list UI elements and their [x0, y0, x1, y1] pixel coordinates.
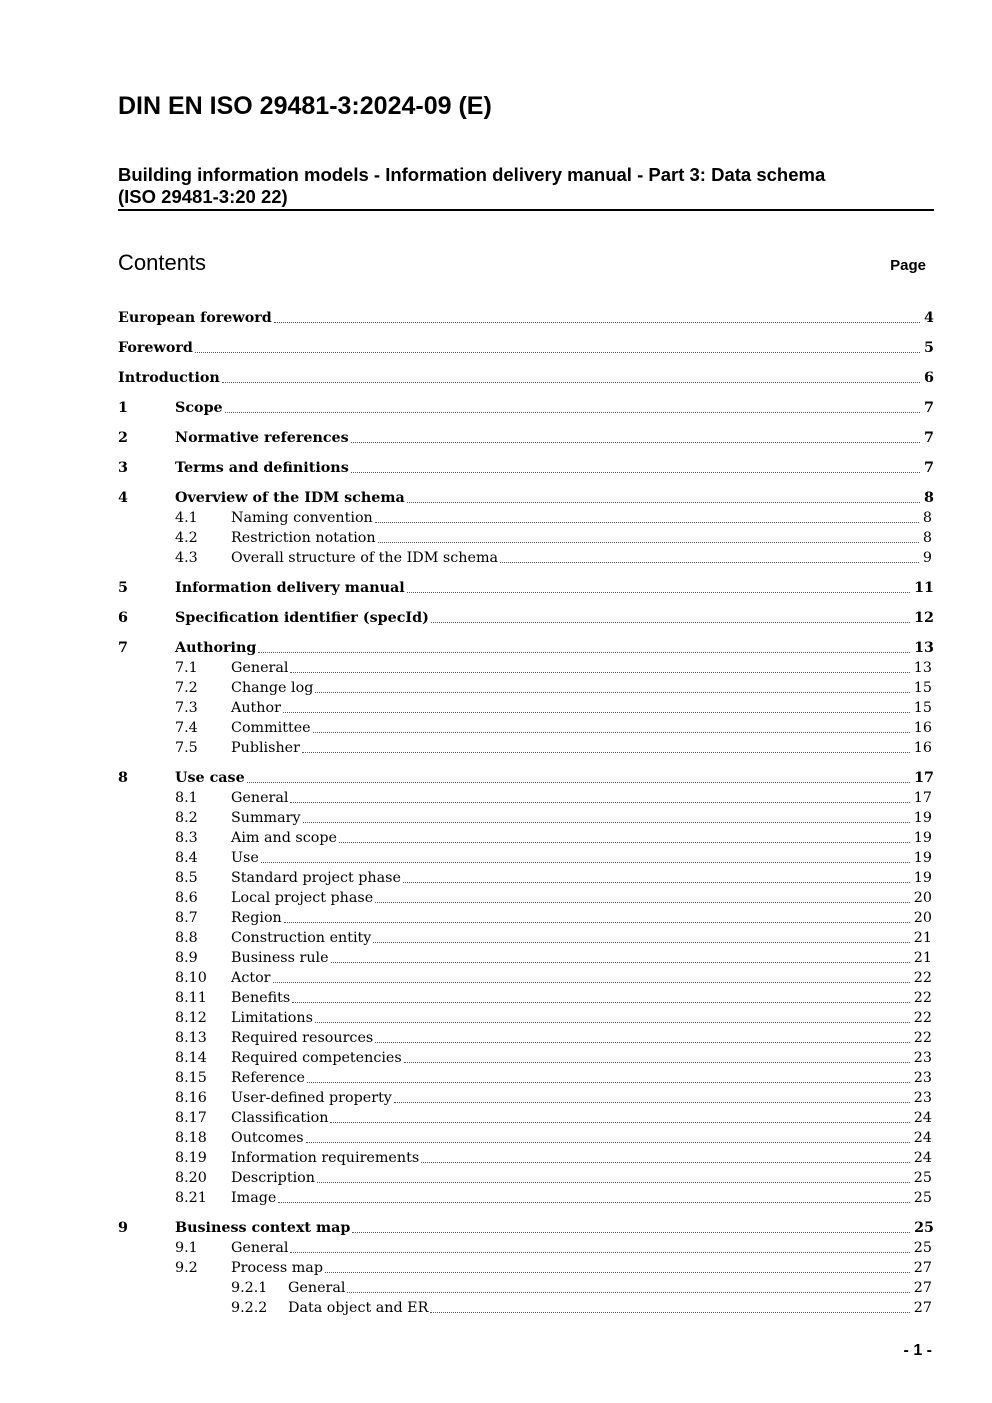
toc-entry-page: 21: [913, 930, 932, 946]
toc-entry[interactable]: [118, 368, 934, 388]
toc-entry-title: Specification identifier (specId): [175, 610, 429, 626]
toc-dot-leader: [306, 1142, 910, 1143]
toc-entry[interactable]: [118, 508, 934, 528]
toc-entry[interactable]: [118, 768, 934, 788]
toc-dot-leader: [273, 982, 910, 983]
toc-dot-leader: [421, 1162, 910, 1163]
toc-entry[interactable]: [118, 928, 934, 948]
toc-entry[interactable]: [118, 1008, 934, 1028]
toc-entry[interactable]: [118, 1188, 934, 1208]
toc-entry-title: Scope: [175, 400, 223, 416]
toc-entry-page: 17: [913, 790, 932, 806]
toc-dot-leader: [313, 732, 910, 733]
toc-dot-leader: [325, 1272, 910, 1273]
toc-entry-title: Description: [231, 1170, 315, 1186]
toc-entry-page: 9: [922, 550, 932, 566]
toc-entry-page: 22: [913, 1010, 932, 1026]
toc-entry-number: 8.15: [175, 1070, 207, 1086]
toc-entry[interactable]: [118, 398, 934, 418]
toc-entry-page: 8: [924, 490, 934, 506]
toc-entry-page: 22: [913, 1030, 932, 1046]
toc-entry-number: 8.11: [175, 990, 207, 1006]
toc-entry-title: Change log: [231, 680, 314, 696]
document-title: [118, 164, 932, 208]
toc-entry-title: User-defined property: [231, 1090, 392, 1106]
toc-entry[interactable]: [118, 718, 934, 738]
toc-entry-title: General: [288, 1280, 346, 1296]
toc-entry[interactable]: [118, 428, 934, 448]
document-identifier: DIN EN ISO 29481-3:2024-09 (E): [118, 92, 492, 120]
toc-entry[interactable]: [118, 528, 934, 548]
toc-entry-number: 5: [118, 580, 128, 596]
toc-entry-page: 25: [914, 1220, 934, 1236]
toc-entry-title: Authoring: [175, 640, 257, 656]
toc-entry-number: 4.2: [175, 530, 198, 546]
toc-entry-page: 24: [913, 1110, 932, 1126]
toc-entry-title: Region: [231, 910, 282, 926]
toc-entry-number: 8.19: [175, 1150, 207, 1166]
toc-dot-leader: [307, 1082, 910, 1083]
toc-entry-title: Introduction: [118, 370, 220, 386]
toc-entry-page: 25: [913, 1190, 932, 1206]
toc-entry-title: Reference: [231, 1070, 305, 1086]
toc-entry-page: 23: [913, 1050, 932, 1066]
toc-entry[interactable]: [118, 1278, 934, 1298]
toc-dot-leader: [404, 1062, 910, 1063]
toc-entry-number: 9.2.1: [231, 1280, 268, 1296]
toc-entry-number: 9.1: [175, 1240, 198, 1256]
toc-entry-title: Information requirements: [231, 1150, 420, 1166]
table-of-contents: [118, 308, 934, 1318]
toc-entry[interactable]: [118, 788, 934, 808]
toc-entry-title: Data object and ER: [288, 1300, 429, 1316]
toc-entry[interactable]: [118, 308, 934, 328]
toc-entry-number: 6: [118, 610, 128, 626]
toc-entry-number: 8.3: [175, 830, 198, 846]
toc-dot-leader: [283, 712, 910, 713]
toc-entry-number: 8.9: [175, 950, 198, 966]
toc-entry-page: 6: [924, 370, 934, 386]
toc-entry[interactable]: [118, 968, 934, 988]
toc-entry-page: 25: [913, 1170, 932, 1186]
toc-entry[interactable]: [118, 828, 934, 848]
toc-entry-page: 7: [924, 400, 934, 416]
toc-entry-title: Committee: [231, 720, 311, 736]
toc-entry-page: 12: [914, 610, 934, 626]
toc-entry-number: 8.13: [175, 1030, 207, 1046]
toc-entry-page: 22: [913, 970, 932, 986]
toc-dot-leader: [351, 442, 920, 443]
contents-heading: Contents: [118, 250, 207, 275]
toc-entry-number: 8.1: [175, 790, 198, 806]
toc-entry[interactable]: [118, 338, 934, 358]
toc-entry-number: 4.1: [175, 510, 198, 526]
toc-entry-number: 8.2: [175, 810, 198, 826]
toc-dot-leader: [430, 1312, 909, 1313]
toc-dot-leader: [278, 1202, 909, 1203]
toc-entry-page: 8: [922, 510, 932, 526]
toc-entry[interactable]: [118, 658, 934, 678]
toc-dot-leader: [378, 542, 919, 543]
toc-entry-page: 16: [913, 740, 932, 756]
toc-entry[interactable]: [118, 888, 934, 908]
toc-entry[interactable]: [118, 698, 934, 718]
toc-entry-title: Foreword: [118, 340, 193, 356]
toc-dot-leader: [375, 1042, 910, 1043]
toc-entry[interactable]: [118, 1128, 934, 1148]
toc-dot-leader: [284, 922, 910, 923]
toc-entry[interactable]: [118, 1028, 934, 1048]
toc-entry-number: 8.14: [175, 1050, 207, 1066]
toc-entry-page: 20: [913, 910, 932, 926]
toc-entry-title: Naming convention: [231, 510, 373, 526]
toc-entry-page: 27: [913, 1300, 932, 1316]
toc-entry-title: Information delivery manual: [175, 580, 405, 596]
toc-dot-leader: [315, 1022, 910, 1023]
toc-entry-number: 8.12: [175, 1010, 207, 1026]
toc-entry-page: 15: [913, 680, 932, 696]
page-column-label: Page: [890, 257, 926, 274]
toc-entry-title: Terms and definitions: [175, 460, 349, 476]
toc-entry-title: Overview of the IDM schema: [175, 490, 405, 506]
toc-entry-number: 8.21: [175, 1190, 207, 1206]
toc-entry-title: Overall structure of the IDM schema: [231, 550, 499, 566]
toc-entry[interactable]: [118, 678, 934, 698]
toc-dot-leader: [274, 322, 920, 323]
toc-dot-leader: [352, 1232, 910, 1233]
toc-entry[interactable]: [118, 848, 934, 868]
toc-entry-title: Classification: [231, 1110, 329, 1126]
toc-entry-number: 8.5: [175, 870, 198, 886]
toc-entry-number: 4: [118, 490, 128, 506]
toc-entry-number: 2: [118, 430, 128, 446]
toc-entry-page: 23: [913, 1090, 932, 1106]
toc-entry[interactable]: [118, 638, 934, 658]
toc-entry-title: Business context map: [175, 1220, 351, 1236]
toc-entry-title: Use case: [175, 770, 245, 786]
toc-entry-number: 8.18: [175, 1130, 207, 1146]
toc-dot-leader: [247, 782, 910, 783]
toc-entry-page: 19: [913, 850, 932, 866]
toc-entry-number: 8.20: [175, 1170, 207, 1186]
toc-dot-leader: [407, 502, 920, 503]
toc-entry[interactable]: [118, 608, 934, 628]
toc-dot-leader: [292, 1002, 910, 1003]
toc-entry-title: Process map: [231, 1260, 323, 1276]
toc-dot-leader: [403, 882, 910, 883]
toc-entry-number: 4.3: [175, 550, 198, 566]
toc-entry-number: 8.17: [175, 1110, 207, 1126]
toc-entry-page: 19: [913, 870, 932, 886]
toc-entry-title: Summary: [231, 810, 301, 826]
toc-dot-leader: [225, 412, 920, 413]
toc-entry-title: Aim and scope: [231, 830, 337, 846]
toc-entry-title: Required resources: [231, 1030, 374, 1046]
toc-entry-page: 13: [913, 660, 932, 676]
toc-entry-number: 1: [118, 400, 128, 416]
toc-entry-number: 7.3: [175, 700, 198, 716]
toc-entry[interactable]: [118, 1148, 934, 1168]
toc-entry[interactable]: [118, 548, 934, 568]
page-number: - 1 -: [903, 1342, 932, 1359]
toc-entry-page: 19: [913, 830, 932, 846]
toc-entry-page: 24: [913, 1150, 932, 1166]
document-title-line1: Building information models - Information delivery manual - Part 3: Data schema: [118, 164, 826, 185]
toc-entry-title: Normative references: [175, 430, 349, 446]
toc-entry-number: 8.4: [175, 850, 198, 866]
toc-entry-page: 17: [914, 770, 934, 786]
toc-entry-title: Local project phase: [231, 890, 374, 906]
toc-entry-page: 22: [913, 990, 932, 1006]
toc-dot-leader: [331, 962, 910, 963]
toc-entry-page: 19: [913, 810, 932, 826]
toc-entry-number: 7.1: [175, 660, 198, 676]
toc-entry-number: 9.2.2: [231, 1300, 268, 1316]
toc-dot-leader: [290, 672, 909, 673]
toc-entry[interactable]: [118, 1088, 934, 1108]
toc-entry-page: 5: [924, 340, 934, 356]
toc-entry[interactable]: [118, 908, 934, 928]
toc-dot-leader: [303, 822, 910, 823]
toc-dot-leader: [375, 522, 919, 523]
toc-dot-leader: [431, 622, 910, 623]
toc-dot-leader: [317, 1182, 910, 1183]
toc-entry-number: 8.8: [175, 930, 198, 946]
toc-dot-leader: [222, 382, 920, 383]
toc-dot-leader: [500, 562, 919, 563]
toc-entry[interactable]: [118, 488, 934, 508]
toc-entry-number: 8.7: [175, 910, 198, 926]
toc-entry-title: Construction entity: [231, 930, 372, 946]
toc-entry[interactable]: [118, 1068, 934, 1088]
title-divider: [118, 209, 934, 211]
toc-entry-number: 8.10: [175, 970, 207, 986]
toc-dot-leader: [351, 472, 920, 473]
toc-entry-number: 7.5: [175, 740, 198, 756]
toc-dot-leader: [407, 592, 910, 593]
toc-entry-title: Business rule: [231, 950, 329, 966]
toc-entry[interactable]: [118, 988, 934, 1008]
toc-entry-title: Restriction notation: [231, 530, 376, 546]
toc-entry-page: 16: [913, 720, 932, 736]
toc-entry-page: 7: [924, 430, 934, 446]
toc-entry-number: 7.2: [175, 680, 198, 696]
toc-entry-page: 15: [913, 700, 932, 716]
toc-entry-title: Outcomes: [231, 1130, 304, 1146]
toc-entry-title: Use: [231, 850, 259, 866]
toc-entry-title: Author: [231, 700, 281, 716]
toc-entry-page: 11: [914, 580, 934, 596]
toc-entry[interactable]: [118, 868, 934, 888]
toc-dot-leader: [290, 1252, 909, 1253]
toc-dot-leader: [195, 352, 920, 353]
toc-entry-page: 24: [913, 1130, 932, 1146]
toc-entry-page: 25: [913, 1240, 932, 1256]
toc-dot-leader: [315, 692, 909, 693]
toc-dot-leader: [330, 1122, 909, 1123]
toc-entry-number: 7.4: [175, 720, 198, 736]
toc-entry-number: 8.16: [175, 1090, 207, 1106]
toc-dot-leader: [394, 1102, 910, 1103]
toc-dot-leader: [290, 802, 909, 803]
toc-entry-title: Image: [231, 1190, 277, 1206]
toc-entry[interactable]: [118, 1048, 934, 1068]
toc-dot-leader: [261, 862, 910, 863]
document-title-line2: (ISO 29481-3:20 22): [118, 186, 288, 207]
toc-entry[interactable]: [118, 948, 934, 968]
toc-dot-leader: [347, 1292, 909, 1293]
toc-entry-page: 23: [913, 1070, 932, 1086]
toc-entry-title: Publisher: [231, 740, 300, 756]
toc-entry-page: 27: [913, 1260, 932, 1276]
toc-entry-page: 20: [913, 890, 932, 906]
toc-dot-leader: [302, 752, 910, 753]
toc-entry[interactable]: [118, 1238, 934, 1258]
toc-entry-title: European foreword: [118, 310, 272, 326]
toc-dot-leader: [375, 902, 910, 903]
toc-entry[interactable]: [118, 458, 934, 478]
toc-entry-title: Required competencies: [231, 1050, 402, 1066]
toc-entry[interactable]: [118, 1168, 934, 1188]
toc-entry-number: 9: [118, 1220, 128, 1236]
toc-entry-number: 9.2: [175, 1260, 198, 1276]
toc-entry-page: 21: [913, 950, 932, 966]
toc-entry-page: 8: [922, 530, 932, 546]
toc-entry[interactable]: [118, 1298, 934, 1318]
toc-dot-leader: [373, 942, 909, 943]
toc-dot-leader: [339, 842, 910, 843]
toc-entry-number: 3: [118, 460, 128, 476]
toc-entry[interactable]: [118, 1258, 934, 1278]
toc-entry-page: 4: [924, 310, 934, 326]
toc-entry-title: Actor: [231, 970, 271, 986]
toc-entry[interactable]: [118, 1218, 934, 1238]
toc-entry-title: General: [231, 1240, 289, 1256]
toc-entry-title: General: [231, 660, 289, 676]
toc-entry-number: 8.6: [175, 890, 198, 906]
toc-entry-page: 7: [924, 460, 934, 476]
toc-entry[interactable]: [118, 808, 934, 828]
toc-entry[interactable]: [118, 578, 934, 598]
toc-entry-title: Benefits: [231, 990, 291, 1006]
toc-entry-title: Limitations: [231, 1010, 313, 1026]
toc-entry[interactable]: [118, 738, 934, 758]
toc-entry-page: 13: [914, 640, 934, 656]
toc-entry[interactable]: [118, 1108, 934, 1128]
toc-entry-page: 27: [913, 1280, 932, 1296]
toc-entry-number: 7: [118, 640, 128, 656]
toc-entry-title: General: [231, 790, 289, 806]
toc-entry-title: Standard project phase: [231, 870, 401, 886]
toc-entry-number: 8: [118, 770, 128, 786]
toc-dot-leader: [258, 652, 910, 653]
